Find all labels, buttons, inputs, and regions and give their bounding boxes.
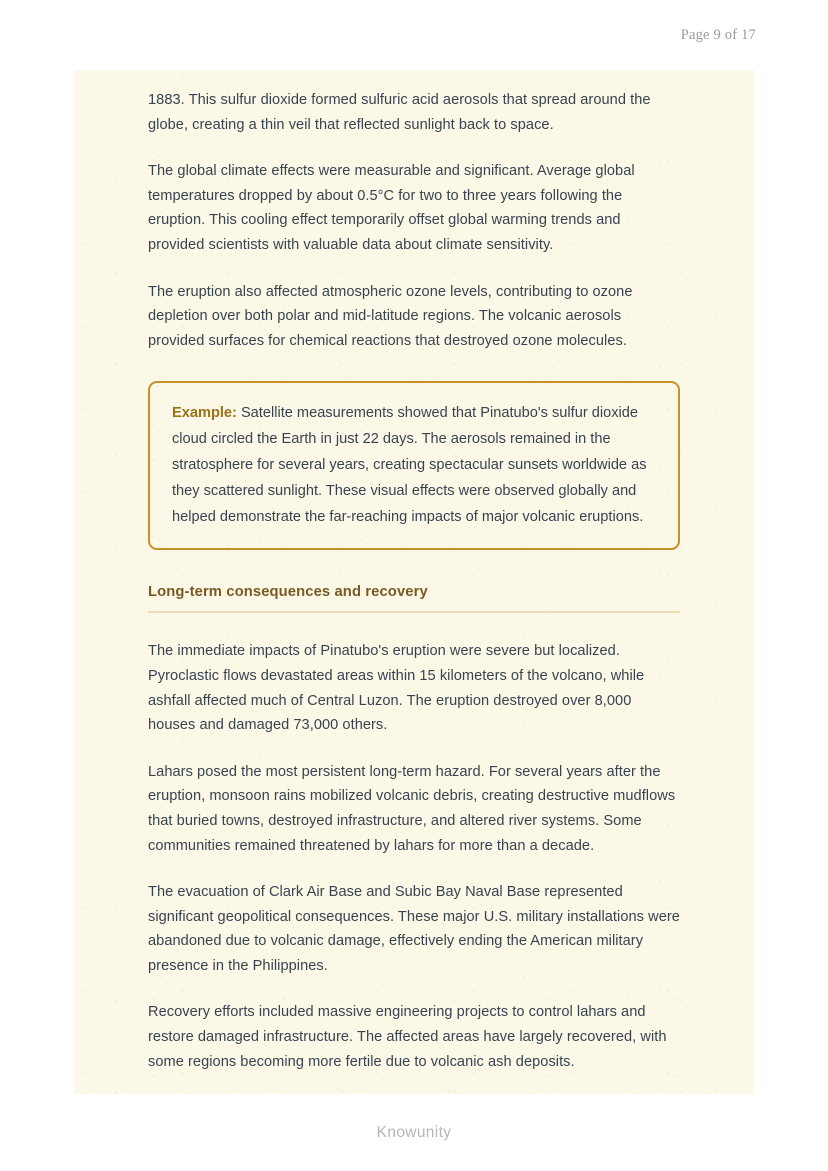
- paragraph: Lahars posed the most persistent long-term hazard. For several years after the eruption, monsoon rains mobilized volcanic debris, creating destructive mudflows that buried towns, destroyed infrastructure, and altered river systems. Some communities remained threatened by lahars for more than a decade.: [148, 763, 676, 854]
- example-callout-box: [148, 381, 680, 550]
- page-header: [0, 0, 828, 70]
- paragraph: The global climate effects were measurable and significant. Average global temperatures dropped by about 0.5°C for two to three years following the eruption. This cooling effect temporarily offset global warming trends and provided scientists with valuable data about climate sensitivity.: [148, 163, 635, 253]
- example-callout-text: [172, 400, 656, 530]
- brand-wordmark: Knowunity: [376, 1123, 452, 1141]
- paragraph: 1883. This sulfur dioxide formed sulfuric acid aerosols that spread around the globe, creating a thin veil that reflected sunlight back to space.: [148, 92, 651, 133]
- example-callout-label: Example:: [172, 405, 237, 422]
- heading-divider: [148, 611, 680, 613]
- example-callout-body: Satellite measurements showed that Pinatubo's sulfur dioxide cloud circled the Earth in just 22 days. The aerosols remained in the stratosphere for several years, creating spectacular sunsets worldwide as they scattered sunlight. These visual effects were observed globally and helped demonstrate the far-reaching impacts of major volcanic eruptions.: [172, 405, 647, 526]
- paragraph: The immediate impacts of Pinatubo's eruption were severe but localized. Pyroclastic flows devastated areas within 15 kilometers of the volcano, while ashfall affected much of Central Luzon. The eruption destroyed over 8,000 houses and damaged 73,000 others.: [148, 643, 645, 734]
- document-sheet: [74, 70, 754, 1094]
- document-content: [74, 70, 754, 1074]
- page-footer: [0, 1094, 828, 1171]
- section-heading: Long-term consequences and recovery: [148, 584, 428, 601]
- section-heading-group: [148, 584, 680, 613]
- paragraph: The evacuation of Clark Air Base and Subic Bay Naval Base represented significant geopolitical consequences. These major U.S. military installations were abandoned due to volcanic damage, effectively ending the American military presence in the Philippines.: [148, 884, 680, 974]
- paragraph: The eruption also affected atmospheric ozone levels, contributing to ozone depletion over both polar and mid-latitude regions. The volcanic aerosols provided surfaces for chemical reactions that destroyed ozone molecules.: [148, 283, 633, 349]
- paragraph: Recovery efforts included massive engineering projects to control lahars and restore damaged infrastructure. The affected areas have largely recovered, with some regions becoming more fertile due to volcanic ash deposits.: [148, 1004, 667, 1070]
- page-indicator: Page 9 of 17: [680, 26, 756, 43]
